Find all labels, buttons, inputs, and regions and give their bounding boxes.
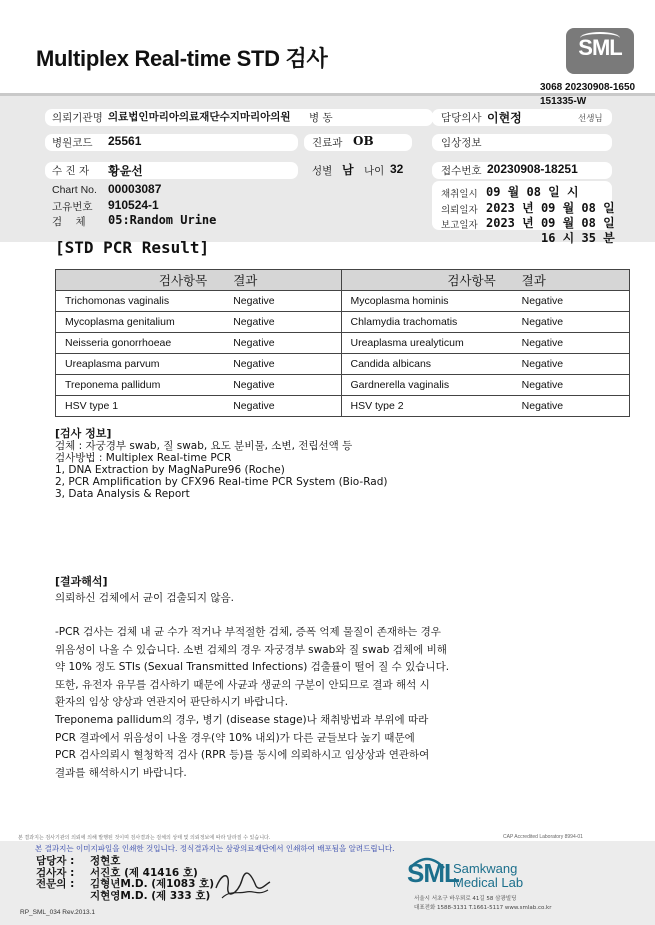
staff-label: 전문의 : [36, 878, 75, 890]
dept-label: 진료과 [312, 137, 343, 149]
col-header-item: 검사항목 [56, 270, 234, 291]
table-row [56, 375, 630, 396]
test-item: HSV type 1 [56, 396, 234, 417]
interpretation-line: 결과를 해석하시기 바랍니다. [55, 767, 187, 779]
id-value: 910524-1 [108, 198, 159, 212]
request-label: 의뢰일자 [441, 205, 478, 216]
report-title: Multiplex Real-time STD 검사 [36, 46, 328, 71]
barcode-line-2: 151335-W [540, 96, 587, 107]
result-section-title: [STD PCR Result] [55, 238, 210, 257]
institution-label: 의뢰기관명 [52, 112, 103, 124]
test-item: Trichomonas vaginalis [56, 291, 234, 312]
interpretation-line: -PCR 검사는 검체 내 균 수가 적거나 부적절한 검체, 증폭 억제 물질이 존재하는 경우 [55, 626, 441, 638]
sml-logo [566, 28, 634, 74]
report-label: 보고일자 [441, 220, 478, 231]
table-row [56, 333, 630, 354]
doctor-suffix: 선생님 [578, 114, 603, 124]
specimen-value: 05:Random Urine [108, 213, 217, 227]
ward-label: 병 동 [309, 112, 333, 124]
clinical-label: 임상정보 [441, 137, 482, 149]
test-result: Negative [233, 333, 341, 354]
interpretation-line: PCR 검사의뢰시 혈청학적 검사 (RPR 등)를 동시에 의뢰하시고 임상상과 연관하여 [55, 749, 430, 761]
hospital-code-label: 병원코드 [52, 137, 93, 149]
request-value: 2023 년 09 월 08 일 [486, 201, 615, 215]
test-result: Negative [233, 375, 341, 396]
table-row [56, 291, 630, 312]
col-header-result: 결과 [233, 270, 341, 291]
institution-value: 의료법인마리아의료재단수지마리아의원 [108, 111, 291, 123]
test-info-line: 1, DNA Extraction by MagNaPure96 (Roche) [55, 464, 285, 476]
report-time: 16 시 35 분 [541, 231, 615, 245]
table-row [56, 396, 630, 417]
test-result: Negative [233, 312, 341, 333]
test-result: Negative [522, 291, 630, 312]
test-info-line: 3, Data Analysis & Report [55, 488, 190, 500]
table-row [56, 312, 630, 333]
form-code: RP_SML_034 Rev.2013.1 [20, 909, 96, 916]
test-item: Treponema pallidum [56, 375, 234, 396]
age-value: 32 [390, 162, 404, 176]
accreditation: CAP Accredited Laboratory 8994-01 [503, 834, 583, 840]
report-value: 2023 년 09 월 08 일 [486, 216, 615, 230]
recipient-value: 황윤선 [108, 164, 143, 178]
test-info-heading: [검사 정보] [55, 427, 112, 440]
test-result: Negative [522, 312, 630, 333]
test-result: Negative [233, 354, 341, 375]
interpretation-line: 환자의 임상 양상과 연관지어 판단하시기 바랍니다. [55, 696, 289, 708]
interpretation-line: Treponema pallidum의 경우, 병기 (disease stage)나 채취방법과 부위에 따라 [55, 714, 429, 726]
test-item: Candida albicans [341, 354, 522, 375]
test-result: Negative [522, 333, 630, 354]
doctor-label: 담당의사 [441, 112, 482, 124]
interpretation-line: 위음성이 나올 수 있습니다. 소변 검체의 경우 자궁경부 swab와 질 swab 검체에 비해 [55, 644, 447, 656]
id-label: 고유번호 [52, 201, 93, 213]
staff-label: 담당자 : [36, 855, 75, 867]
test-result: Negative [522, 354, 630, 375]
logo-text: SML [578, 35, 622, 60]
sex-label: 성별 [312, 165, 333, 177]
test-item: Ureaplasma urealyticum [341, 333, 522, 354]
lab-address: 서울시 서초구 바우뫼로 41길 58 삼광빌딩 [414, 896, 517, 902]
chart-label: Chart No. [52, 184, 97, 196]
footer-lab-logo: SML [407, 858, 459, 888]
test-item: Mycoplasma hominis [341, 291, 522, 312]
age-label: 나이 [364, 165, 385, 177]
test-result: Negative [233, 291, 341, 312]
staff-value: 김형년M.D. (제1083 호) [90, 878, 214, 890]
lab-phone: 대표전화 1588-3131 T.1661-5117 www.smlab.co.kr [414, 905, 552, 911]
test-item: HSV type 2 [341, 396, 522, 417]
test-result: Negative [522, 396, 630, 417]
reception-value: 20230908-18251 [487, 162, 578, 176]
recipient-label: 수 진 자 [52, 165, 90, 177]
chart-value: 00003087 [108, 182, 162, 196]
staff-label: 검사자 : [36, 867, 75, 879]
test-item: Chlamydia trachomatis [341, 312, 522, 333]
col-header-result: 결과 [522, 270, 630, 291]
interpretation-summary: 의뢰하신 검체에서 균이 검출되지 않음. [55, 592, 234, 604]
interpretation-line: 또한, 유전자 유무를 검사하기 때문에 사균과 생균의 구분이 안되므로 결과 해석 시 [55, 679, 430, 691]
test-result: Negative [522, 375, 630, 396]
test-info-line: 검사방법 : Multiplex Real-time PCR [55, 452, 232, 464]
test-result: Negative [233, 396, 341, 417]
barcode-line-1: 3068 20230908-1650 [540, 82, 636, 93]
test-item: Mycoplasma genitalium [56, 312, 234, 333]
staff-value: 서진호 (제 41416 호) [90, 867, 198, 879]
print-notice: 본 결과지는 이미지파일을 인쇄한 것입니다. 정식결과지는 삼광의료재단에서 인쇄하여 배포됨을 알려드립니다. [35, 844, 395, 853]
interpretation-heading: [결과해석] [55, 575, 108, 588]
table-header-row [56, 270, 630, 291]
footer-lab-name [453, 862, 523, 890]
interpretation-line: PCR 결과에서 위음성이 나올 경우(약 10% 내외)가 다른 균들보다 높기 때문에 [55, 732, 415, 744]
result-table [55, 269, 630, 417]
collect-value: 09 월 08 일 시 [486, 185, 579, 199]
test-item: Gardnerella vaginalis [341, 375, 522, 396]
fine-print: 본 결과지는 검사기관의 의뢰에 의해 발행된 것이며 검사결과는 검체의 상태 및 의뢰정보에 따라 달라질 수 있습니다. [18, 835, 271, 841]
reception-label: 접수번호 [441, 165, 482, 177]
test-info-line: 2, PCR Amplification by CFX96 Real-time PCR System (Bio-Rad) [55, 476, 388, 488]
staff-value: 지현영M.D. (제 333 호) [90, 890, 211, 902]
test-item: Ureaplasma parvum [56, 354, 234, 375]
sex-value: 남 [342, 163, 354, 177]
lab-name-line-2: Medical Lab [453, 875, 524, 890]
col-header-item: 검사항목 [341, 270, 522, 291]
collect-label: 채취일시 [441, 189, 478, 200]
staff-value: 정현호 [90, 855, 121, 867]
signature-image [212, 866, 274, 902]
test-item: Neisseria gonorrhoeae [56, 333, 234, 354]
table-row [56, 354, 630, 375]
specimen-label: 검 체 [52, 216, 86, 228]
hospital-code-value: 25561 [108, 134, 142, 148]
lab-name-line-1: Samkwang [453, 861, 518, 876]
interpretation-line: 약 10% 정도 STIs (Sexual Transmitted Infections) 검출률이 떨어 질 수 있습니다. [55, 661, 450, 673]
test-info-line: 검체 : 자궁경부 swab, 질 swab, 요도 분비물, 소변, 전립선액 등 [55, 440, 353, 452]
doctor-value: 이현정 [487, 111, 522, 125]
dept-value: OB [353, 134, 374, 148]
